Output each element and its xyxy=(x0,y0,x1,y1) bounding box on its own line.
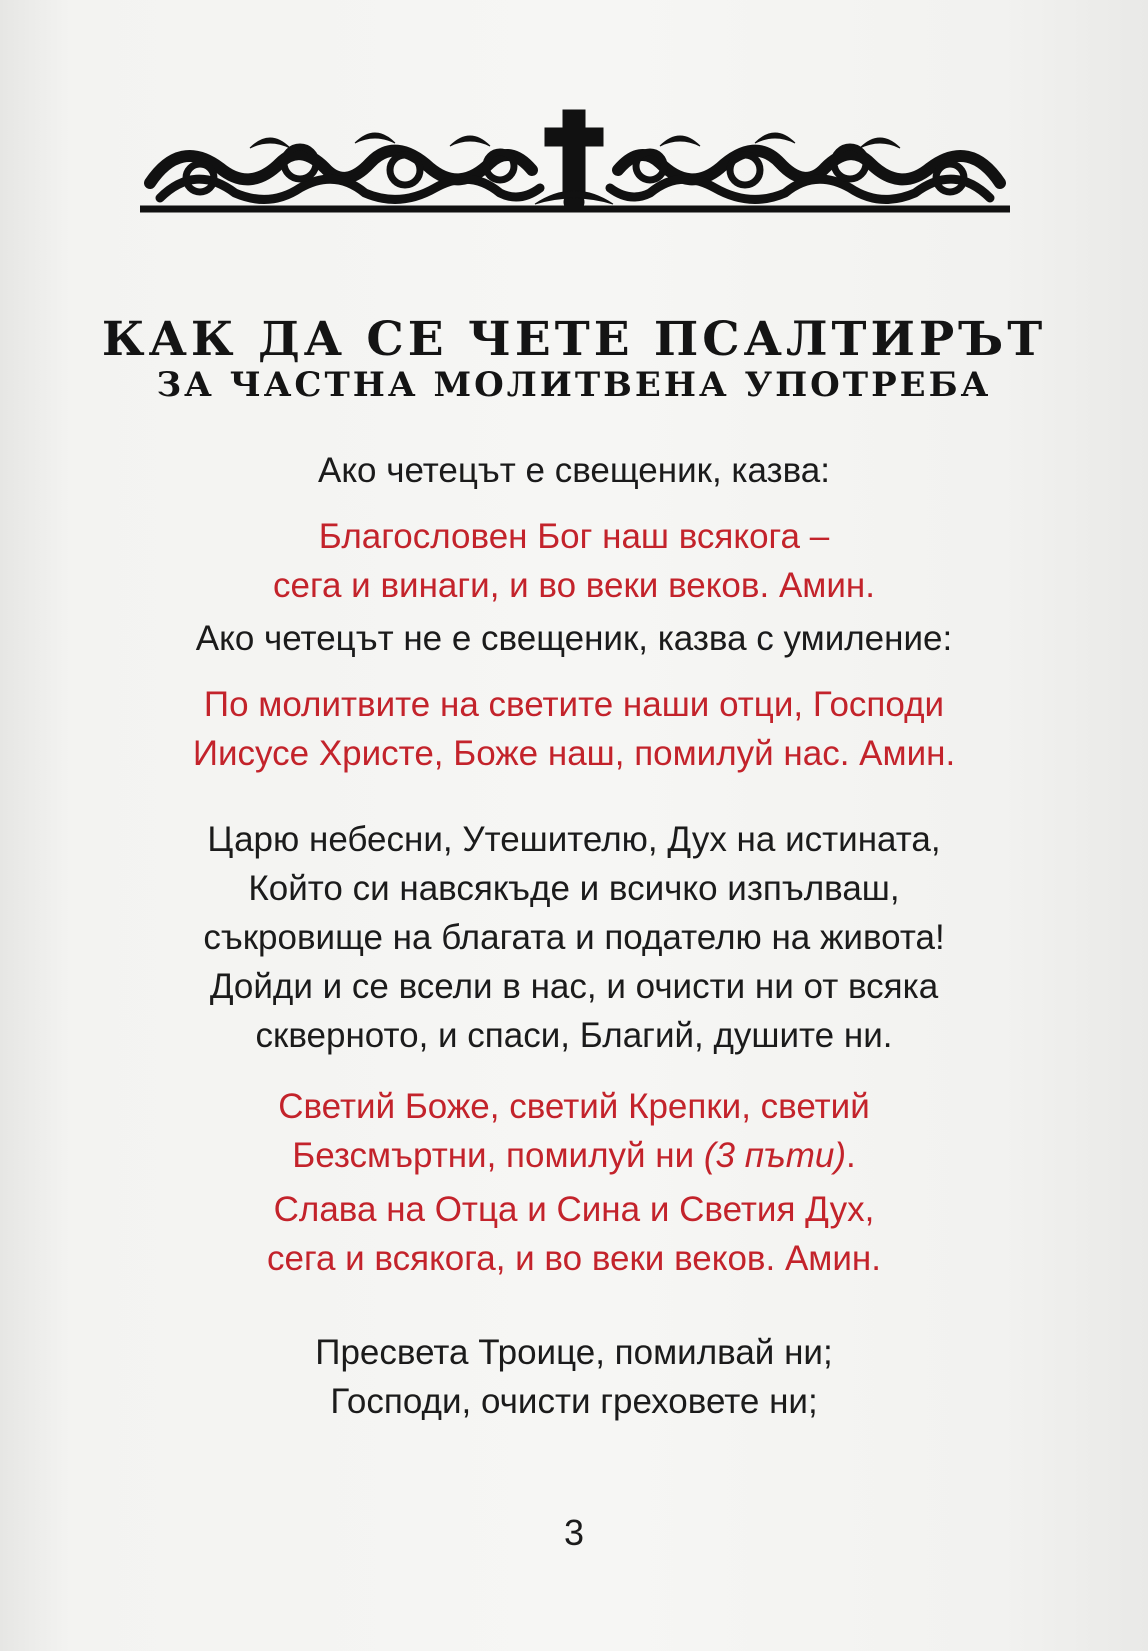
text-segment: . xyxy=(846,1136,856,1175)
instruction-layperson xyxy=(0,614,1148,663)
prayer-heavenly-king xyxy=(0,815,1148,1060)
text-line: Царю небесни, Утешителю, Дух на истината, xyxy=(207,820,941,859)
page-number: 3 xyxy=(563,1512,585,1553)
prayer-holy-trinity xyxy=(0,1328,1148,1426)
page-subtitle: ЗА ЧАСТНА МОЛИТВЕНА УПОТРЕБА xyxy=(156,365,992,405)
text-line: Иисусе Христе, Боже наш, помилуй нас. Амин. xyxy=(192,734,956,773)
text-line: скверното, и спаси, Благий, душите ни. xyxy=(255,1016,893,1055)
text-line: сега и винаги, и во веки веков. Амин. xyxy=(273,566,875,605)
text-line: Пресвета Троице, помилвай ни; xyxy=(315,1333,833,1372)
repeat-note: (3 пъти) xyxy=(703,1136,847,1175)
text-segment: Безсмъртни, помилуй ни xyxy=(292,1136,695,1175)
text-line: Господи, очисти греховете ни; xyxy=(330,1382,818,1421)
text-line: Дойди и се всели в нас, и очисти ни от всяка xyxy=(209,967,939,1006)
text-line: Благословен Бог наш всякога – xyxy=(318,517,830,556)
prayer-trisagion xyxy=(0,1082,1148,1180)
text-line: Ако четецът е свещеник, казва: xyxy=(317,451,830,490)
page-title: КАК ДА СЕ ЧЕТЕ ПСАЛТИРЪТ xyxy=(101,312,1047,367)
instruction-priest xyxy=(0,446,1148,495)
text-line: съкровище на благата и подателю на живота! xyxy=(203,918,945,957)
text-line: По молитвите на светите наши отци, Господи xyxy=(203,685,945,724)
cross-scroll-ornament-icon xyxy=(140,108,1010,228)
prayer-fathers xyxy=(0,680,1148,778)
text-line: сега и всякога, и во веки веков. Амин. xyxy=(267,1239,881,1278)
prayer-blessing xyxy=(0,512,1148,610)
prayer-glory xyxy=(0,1185,1148,1283)
text-line: Слава на Отца и Сина и Светия Дух, xyxy=(273,1190,875,1229)
text-line xyxy=(0,1131,1148,1180)
text-line: Който си навсякъде и всичко изпълваш, xyxy=(248,869,900,908)
text-line: Светий Боже, светий Крепки, светий xyxy=(278,1087,870,1126)
text-line: Ако четецът не е свещеник, казва с умиление: xyxy=(195,619,953,658)
